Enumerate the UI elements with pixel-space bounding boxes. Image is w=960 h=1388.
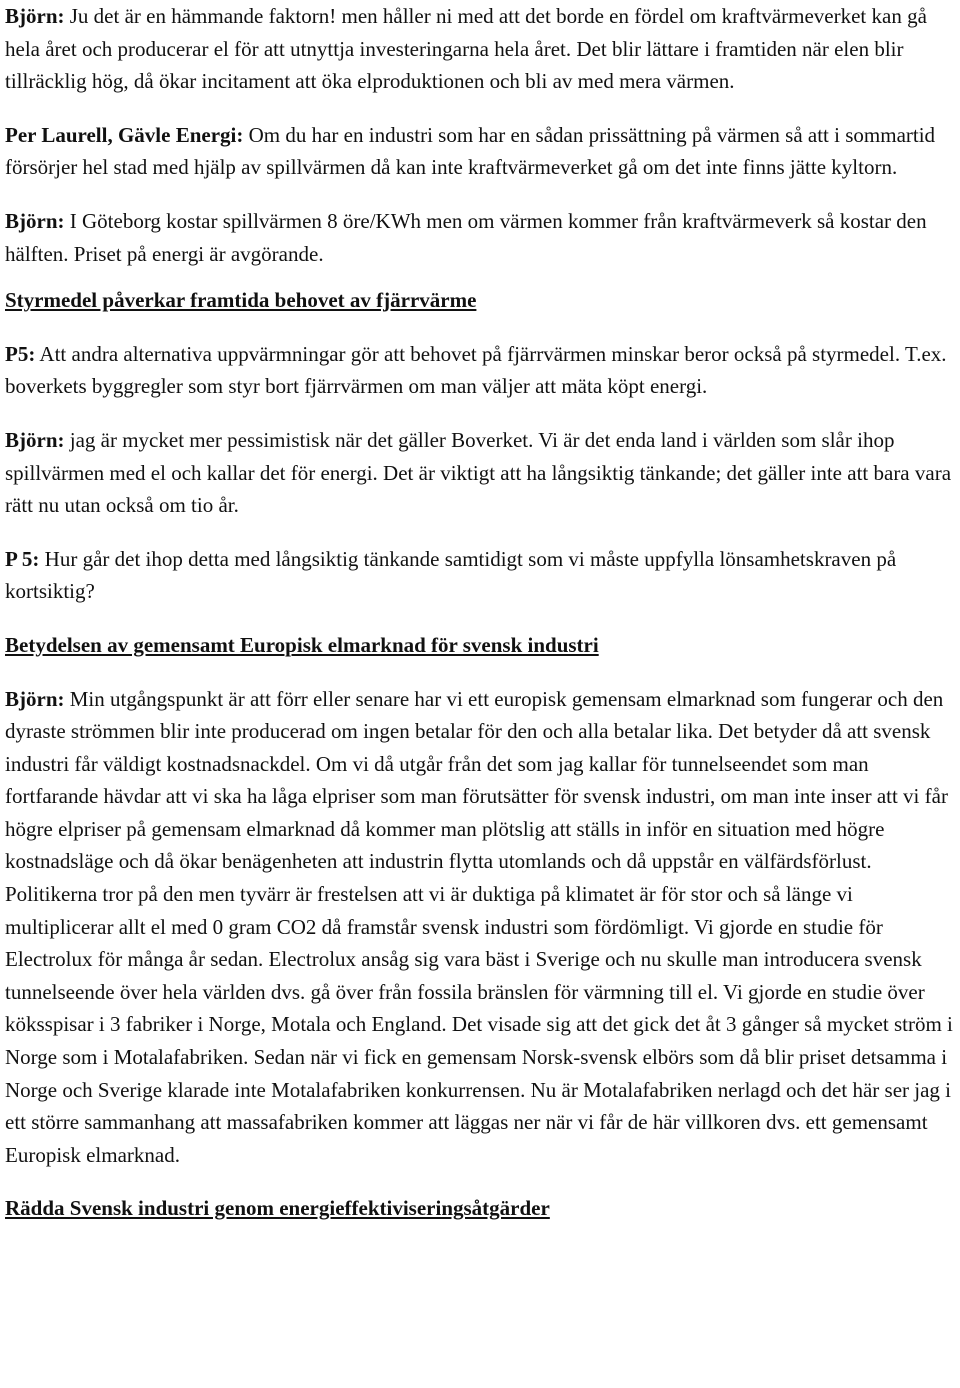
paragraph-text: jag är mycket mer pessimistisk när det gäller Boverket. Vi är det enda land i världen som slår ihop spillvärmen med el och kallar det för energi. Det är viktigt att ha långsiktig tänkande; det gäller inte att bara vara rätt nu utan också om tio år. (5, 427, 952, 518)
paragraph-text: Hur går det ihop detta med långsiktig tänkande samtidigt som vi måste uppfylla lönsamhetskraven på kortsiktig? (5, 546, 897, 604)
paragraph-text: Ju det är en hämmande faktorn! men håller ni med att det borde en fördel om kraftvärmeverket kan gå hela året och producerar el för att utnyttja investeringarna hela året. Det blir lättare i framtiden när elen blir tillräcklig hög, då ökar incitament att öka elproduktionen och bli av med mera värmen. (5, 4, 927, 94)
heading-text: Betydelsen av gemensamt Europisk elmarknad för svensk industri (5, 632, 599, 657)
speaker-label: Björn: (5, 686, 65, 711)
section-heading-styrmedel (5, 284, 954, 317)
speaker-label: Björn: (5, 208, 65, 233)
speaker-label: Björn: (5, 427, 65, 452)
section-heading-europisk-elmarknad (5, 629, 954, 662)
paragraph-bjorn-1 (5, 0, 954, 98)
section-heading-radda-svensk-industri (5, 1192, 954, 1225)
paragraph-p5-2 (5, 543, 954, 608)
speaker-label: P5: (5, 341, 36, 366)
speaker-label: Björn: (5, 4, 65, 28)
paragraph-bjorn-3 (5, 424, 954, 522)
speaker-label: Per Laurell, Gävle Energi: (5, 122, 244, 147)
paragraph-text: Om du har en industri som har en sådan prissättning på värmen så att i sommartid försörjer hel stad med hjälp av spillvärmen då kan inte kraftvärmeverket gå om det inte finns jätte kyltorn. (5, 122, 936, 180)
paragraph-per-laurell (5, 119, 954, 184)
paragraph-text: Min utgångspunkt är att förr eller senare har vi ett europisk gemensam elmarknad som fungerar och den dyraste strömmen blir inte producerad om ingen betalar för den och alla betalar lika. Det betyder då att svensk industri får väldigt kostnadsnackdel. Om vi då utgår från det som jag kallar för tunnelseendet som man fortfarande hävdar att vi ska ha låga elpriser som man förutsätter för svensk industri, om man inte inser att vi får högre elpriser på gemensam elmarknad då kommer man plötslig att ställs in inför en situation med högre kostnadsläge och då ökar benägenheten att industrin flytta utomlands och då uppstår en välfärdsförlust. Politikerna tror på den men tyvärr är frestelsen att vi är duktiga på klimatet är för stor och så länge vi multiplicerar allt el med 0 gram CO2 då framstår svensk industri som fördömligt. Vi gjorde en studie för Electrolux för många år sedan. Electrolux ansåg sig vara bäst i Sverige och nu skulle man introducera svensk tunnelseende över hela världen dvs. gå över från fossila bränslen för värmning till el. Vi gjorde en studie över köksspisar i 3 fabriker i Norge, Motala och England. Det visade sig att det gick det åt 3 gånger så mycket ström i Norge som i Motalafabriken. Sedan när vi fick en gemensam Norsk-svensk elbörs som då blir priset detsamma i Norge och Sverige klarade inte Motalafabriken konkurrensen. Nu är Motalafabriken nerlagd och det här ser jag i ett större sammanhang att massafabriken kommer att läggas ner när vi får de här villkoren dvs. ett gemensamt Europisk elmarknad. (5, 686, 953, 1167)
paragraph-text: Att andra alternativa uppvärmningar gör att behovet på fjärrvärmen minskar beror också på styrmedel. T.ex. boverkets byggregler som styr bort fjärrvärmen om man väljer att mäta köpt energi. (5, 341, 947, 399)
paragraph-bjorn-4 (5, 683, 954, 1172)
heading-text: Rädda Svensk industri genom energieffektiviseringsåtgärder (5, 1196, 550, 1221)
speaker-label: P 5: (5, 546, 40, 571)
paragraph-text: I Göteborg kostar spillvärmen 8 öre/KWh men om värmen kommer från kraftvärmeverk så kostar den hälften. Priset på energi är avgörande. (5, 208, 927, 266)
paragraph-p5-1 (5, 338, 954, 403)
heading-text: Styrmedel påverkar framtida behovet av fjärrvärme (5, 288, 477, 313)
paragraph-bjorn-2 (5, 205, 954, 270)
